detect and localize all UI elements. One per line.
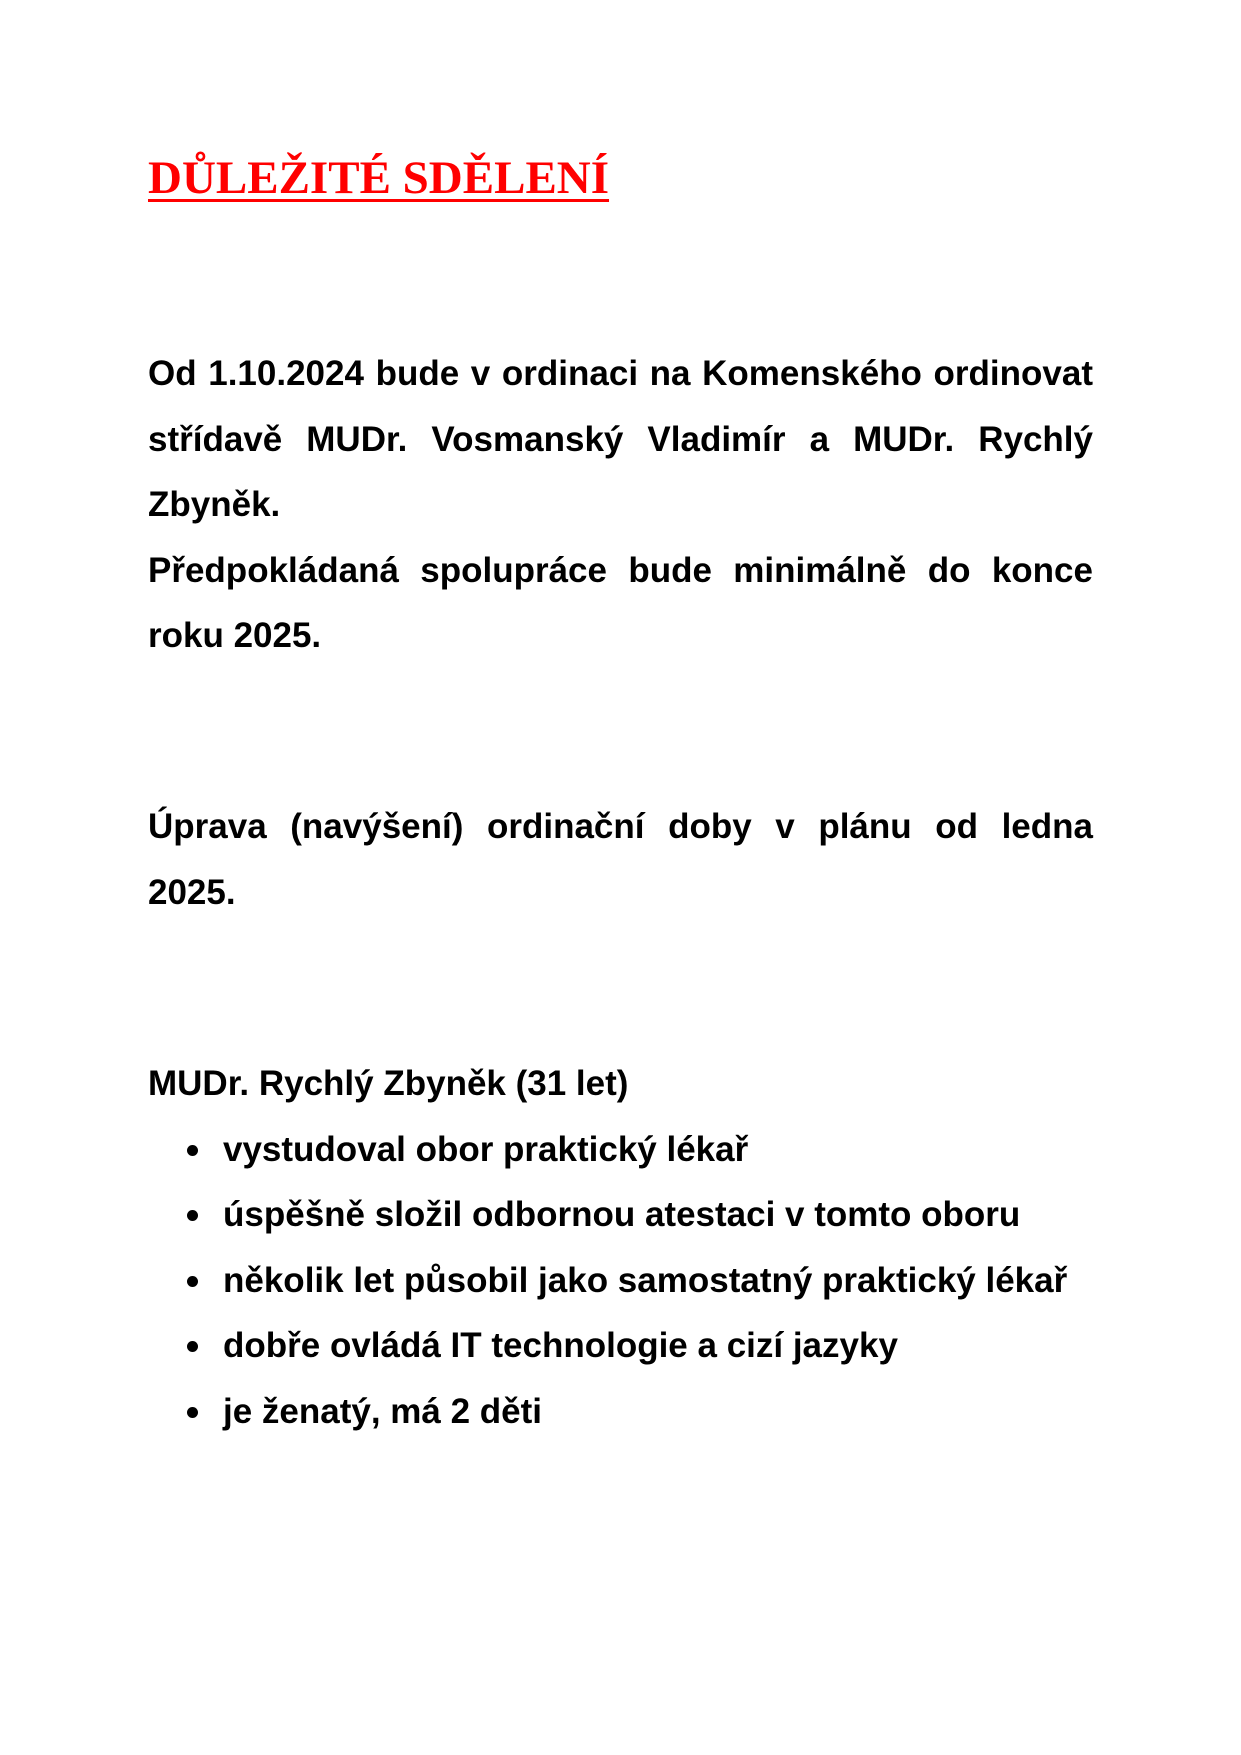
list-item (223, 1182, 1093, 1248)
list-item (223, 1117, 1093, 1183)
doctor-profile-heading: MUDr. Rychlý Zbyněk (31 let) (148, 1064, 629, 1103)
list-item-text: vystudoval obor praktický lékař (223, 1129, 749, 1169)
list-item-text: dobře ovládá IT technologie a cizí jazyky (223, 1326, 898, 1365)
hours-section (148, 794, 1093, 925)
hours-notice: Úprava (navýšení) ordinační doby v plánu od ledna 2025. (148, 807, 1093, 912)
intro-paragraph-doctors: Od 1.10.2024 bude v ordinaci na Komenského ordinovat střídavě MUDr. Vosmanský Vladimír a MUDr. Rychlý Zbyněk. (148, 354, 1093, 524)
list-item-text: je ženatý, má 2 děti (223, 1391, 543, 1431)
list-item-text: úspěšně složil odbornou atestaci v tomto oboru (223, 1195, 1021, 1234)
list-item (223, 1379, 1093, 1445)
bullet-icon (187, 1145, 198, 1156)
page-title: DŮLEŽITÉ SDĚLENÍ (148, 152, 610, 204)
bullet-icon (187, 1276, 198, 1287)
list-item (223, 1313, 1093, 1379)
bullet-icon (187, 1341, 198, 1352)
doctor-profile-list (148, 1117, 1093, 1445)
bullet-icon (187, 1407, 198, 1418)
list-item (223, 1248, 1093, 1314)
intro-section (148, 341, 1093, 669)
doctor-profile-section (148, 1051, 1093, 1444)
list-item-text: několik let působil jako samostatný praktický lékař (223, 1260, 1068, 1300)
bullet-icon (187, 1210, 198, 1221)
intro-paragraph-cooperation: Předpokládaná spolupráce bude minimálně do konce roku 2025. (148, 550, 1093, 655)
